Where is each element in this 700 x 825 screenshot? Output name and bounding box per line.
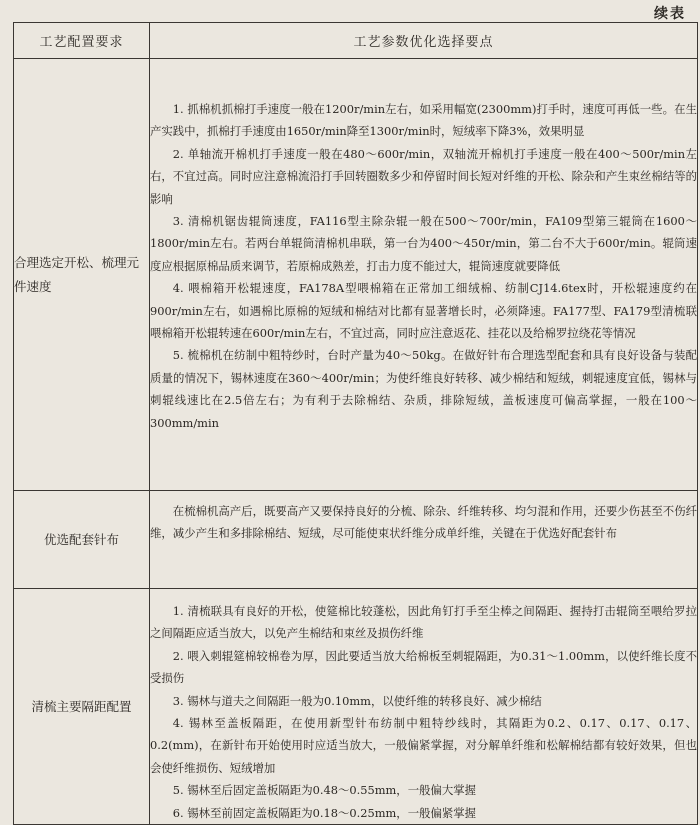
point-text: 1. 清梳联具有良好的开松，使筵棉比较蓬松，因此角钉打手至尘棒之间隔距、握持打击辊筒至喂给罗拉之间隔距应适当放大，以免产生棉结和束丝及损伤纤维	[150, 604, 697, 641]
point-text: 4. 喂棉箱开松辊速度，FA178A型喂棉箱在正常加工细绒棉、纺制CJ14.6tex时，开松辊速度约在900r/min左右，如遇棉比原棉的短绒和棉结对比都有显著增长时，必须降速。FA177型、FA179型清梳联喂棉箱开松辊转速在600r/min左右，不宜过高，同时应注意返花、挂花以及给棉罗拉绕花等情况	[150, 281, 697, 341]
table-row	[14, 491, 698, 589]
point-text: 2. 单轴流开棉机打手速度一般在480～600r/min，双轴流开棉机打手速度一般在400～500r/min左右，不宜过高。同时应注意棉流沿打手回转圈数多少和停留时间长短对纤维的开松、除杂和产生束丝棉结等的影响	[150, 146, 697, 206]
row-label-card-clothing: 优选配套针布	[14, 491, 150, 589]
row-content-card-clothing	[150, 491, 698, 589]
point-text: 5. 梳棉机在纺制中粗特纱时，台时产量为40～50kg。在做好针布合理选型配套和具有良好设备与装配质量的情况下，锡林速度在360～400r/min；为使纤维良好转移、减少棉结和短绒，刺辊速度宜低，锡林与刺辊线速比在2.5倍左右；为有利于去除棉结、杂质，排除短绒，盖板速度可偏高掌握，一般在100～300mm/min	[150, 348, 697, 430]
row-content-gauge	[150, 589, 698, 825]
point-text: 3. 清棉机锯齿辊筒速度，FA116型主除杂辊一般在500～700r/min，FA109型第三辊筒在1600～1800r/min左右。若两台单辊筒清棉机串联，第一台为400～450r/min，第二台不大于600r/min。辊筒速度应根据原棉品质来调节，若原棉成熟差，打击力度不能过大，辊筒速度就要降低	[150, 214, 697, 273]
point-text: 4. 锡林至盖板隔距，在使用新型针布纺制中粗特纱线时，其隔距为0.2、0.17、0.17、0.17、0.2(mm)，在新针布开始使用时应适当放大，一般偏紧掌握，对分解单纤维和松解棉结都有较好效果，但也会使纤维损伤、短绒增加	[150, 716, 697, 775]
point-text: 2. 喂入刺辊筵棉较棉卷为厚，因此要适当放大给棉板至刺辊隔距，为0.31～1.00mm，以使纤维长度不受损伤	[150, 648, 697, 686]
table-row	[14, 59, 698, 491]
point-text: 在梳棉机高产后，既要高产又要保持良好的分梳、除杂、纤维转移、均匀混和作用，还要少伤甚至不伤纤维，减少产生和多排除棉结、短绒，尽可能使束状纤维分成单纤维，关键在于优选好配套针布	[150, 504, 697, 541]
table-header-row	[14, 23, 698, 59]
point-text: 3. 锡林与道夫之间隔距一般为0.10mm，以使纤维的转移良好、减少棉结	[172, 693, 542, 708]
continued-label: 续表	[654, 6, 686, 22]
row-label-speed: 合理选定开松、梳理元件速度	[14, 59, 150, 491]
point-text: 1. 抓棉机抓棉打手速度一般在1200r/min左右，如采用幅宽(2300mm)打手时，速度可再低一些。在生产实践中，抓棉打手速度由1650r/min降至1300r/min时，短绒率下降3%，效果明显	[150, 102, 697, 139]
table-row	[14, 589, 698, 825]
header-optimization-points: 工艺参数优化选择要点	[150, 23, 698, 59]
point-text: 6. 锡林至前固定盖板隔距为0.18～0.25mm，一般偏紧掌握	[172, 805, 477, 820]
process-config-table	[13, 22, 698, 825]
row-label-gauge: 清梳主要隔距配置	[14, 589, 150, 825]
point-text: 5. 锡林至后固定盖板隔距为0.48～0.55mm，一般偏大掌握	[172, 783, 477, 798]
row-content-speed	[150, 59, 698, 491]
header-requirement: 工艺配置要求	[14, 23, 150, 59]
